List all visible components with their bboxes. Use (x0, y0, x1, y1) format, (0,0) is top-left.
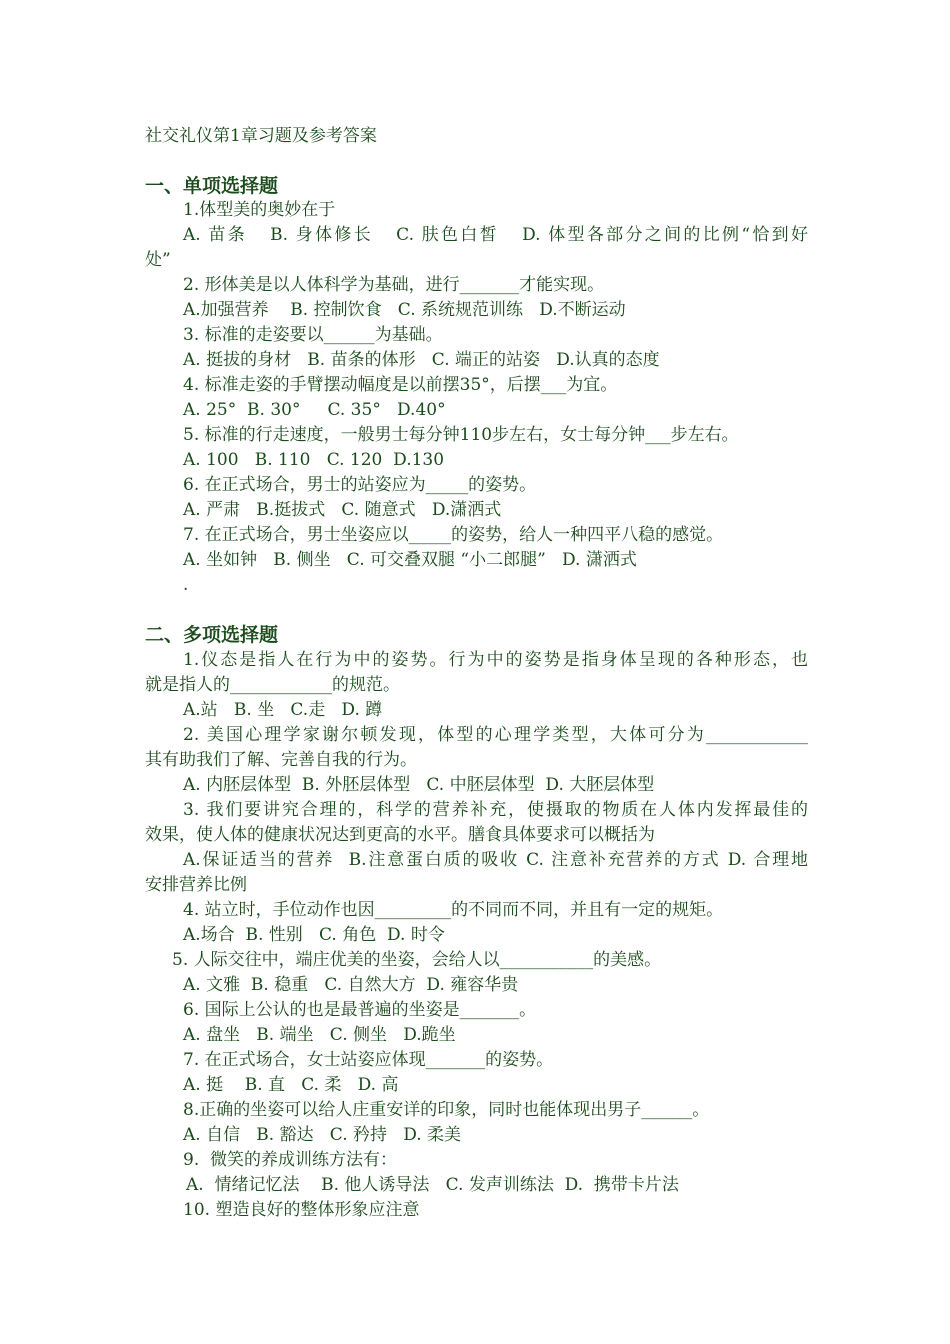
options-m9: A. 情绪记忆法 B. 他人诱导法 C. 发声训练法 D. 携带卡片法 (186, 1175, 679, 1195)
question-m7: 7. 在正式场合，女士站姿应体现_______的姿势。 (183, 1050, 554, 1070)
section-heading-multiple-choice: 二、多项选择题 (145, 624, 279, 646)
question-m2-continued: 其有助我们了解、完善自我的行为。 (145, 750, 417, 770)
question-4: 4. 标准走姿的手臂摆动幅度是以前摆35°，后摆___为宜。 (183, 375, 618, 395)
options-5: A. 100 B. 110 C. 120 D.130 (183, 450, 445, 470)
options-m1: A.站 B. 坐 C.走 D. 蹲 (183, 700, 383, 720)
question-6: 6. 在正式场合，男士的站姿应为_____的姿势。 (183, 475, 537, 495)
question-m3-continued: 效果，使人体的健康状况达到更高的水平。膳食具体要求可以概括为 (145, 825, 655, 845)
question-5: 5. 标准的行走速度，一般男士每分钟110步左右，女士每分钟___步左右。 (183, 425, 739, 445)
question-m1: 1.仪态是指人在行为中的姿势。行为中的姿势是指身体呈现的各种形态，也 (183, 650, 808, 670)
options-m5: A. 文雅 B. 稳重 C. 自然大方 D. 雍容华贵 (183, 975, 519, 995)
options-1: A. 苗条 B. 身体修长 C. 肤色白皙 D. 体型各部分之间的比例“恰到好 (183, 225, 808, 245)
options-4: A. 25° B. 30° C. 35° D.40° (183, 400, 446, 420)
document-title: 社交礼仪第1章习题及参考答案 (145, 126, 377, 146)
options-m4: A.场合 B. 性别 C. 角色 D. 时令 (183, 925, 445, 945)
question-m4: 4. 站立时，手位动作也因_________的不同而不同，并且有一定的规矩。 (183, 900, 724, 920)
question-m1-continued: 就是指人的____________的规范。 (145, 675, 400, 695)
question-m6: 6. 国际上公认的也是最普遍的坐姿是_______。 (183, 1000, 537, 1020)
stray-period: . (183, 575, 189, 595)
question-m9: 9. 微笑的养成训练方法有： (183, 1150, 398, 1170)
question-m10: 10. 塑造良好的整体形象应注意 (183, 1200, 420, 1220)
options-m8: A. 自信 B. 豁达 C. 矜持 D. 柔美 (183, 1125, 462, 1145)
question-7: 7. 在正式场合，男士坐姿应以_____的姿势，给人一种四平八稳的感觉。 (183, 525, 724, 545)
question-m2: 2. 美国心理学家谢尔顿发现，体型的心理学类型，大体可分为____________ (183, 725, 808, 745)
options-3: A. 挺拔的身材 B. 苗条的体形 C. 端正的站姿 D.认真的态度 (183, 350, 660, 370)
options-m3: A.保证适当的营养 B.注意蛋白质的吸收 C. 注意补充营养的方式 D. 合理地 (183, 850, 808, 870)
options-m3-continued: 安排营养比例 (145, 875, 247, 895)
question-3: 3. 标准的走姿要以______为基础。 (183, 325, 443, 345)
question-m5: 5. 人际交往中，端庄优美的坐姿，会给人以___________的美感。 (172, 950, 662, 970)
options-2: A.加强营养 B. 控制饮食 C. 系统规范训练 D.不断运动 (183, 300, 626, 320)
options-7: A. 坐如钟 B. 侧坐 C. 可交叠双腿 “小二郎腿” D. 潇洒式 (183, 550, 637, 570)
options-m7: A. 挺 B. 直 C. 柔 D. 高 (183, 1075, 399, 1095)
options-m6: A. 盘坐 B. 端坐 C. 侧坐 D.跪坐 (183, 1025, 456, 1045)
question-m8: 8.正确的坐姿可以给人庄重安详的印象，同时也能体现出男子______。 (183, 1100, 710, 1120)
options-1-continued: 处” (145, 250, 171, 270)
question-1: 1.体型美的奥妙在于 (183, 200, 336, 220)
options-m2: A. 内胚层体型 B. 外胚层体型 C. 中胚层体型 D. 大胚层体型 (183, 775, 655, 795)
question-m3: 3. 我们要讲究合理的，科学的营养补充，使摄取的物质在人体内发挥最佳的 (183, 800, 808, 820)
question-2: 2. 形体美是以人体科学为基础，进行_______才能实现。 (183, 275, 605, 295)
options-6: A. 严肃 B.挺拔式 C. 随意式 D.潇洒式 (183, 500, 502, 520)
section-heading-single-choice: 一、单项选择题 (145, 175, 279, 197)
